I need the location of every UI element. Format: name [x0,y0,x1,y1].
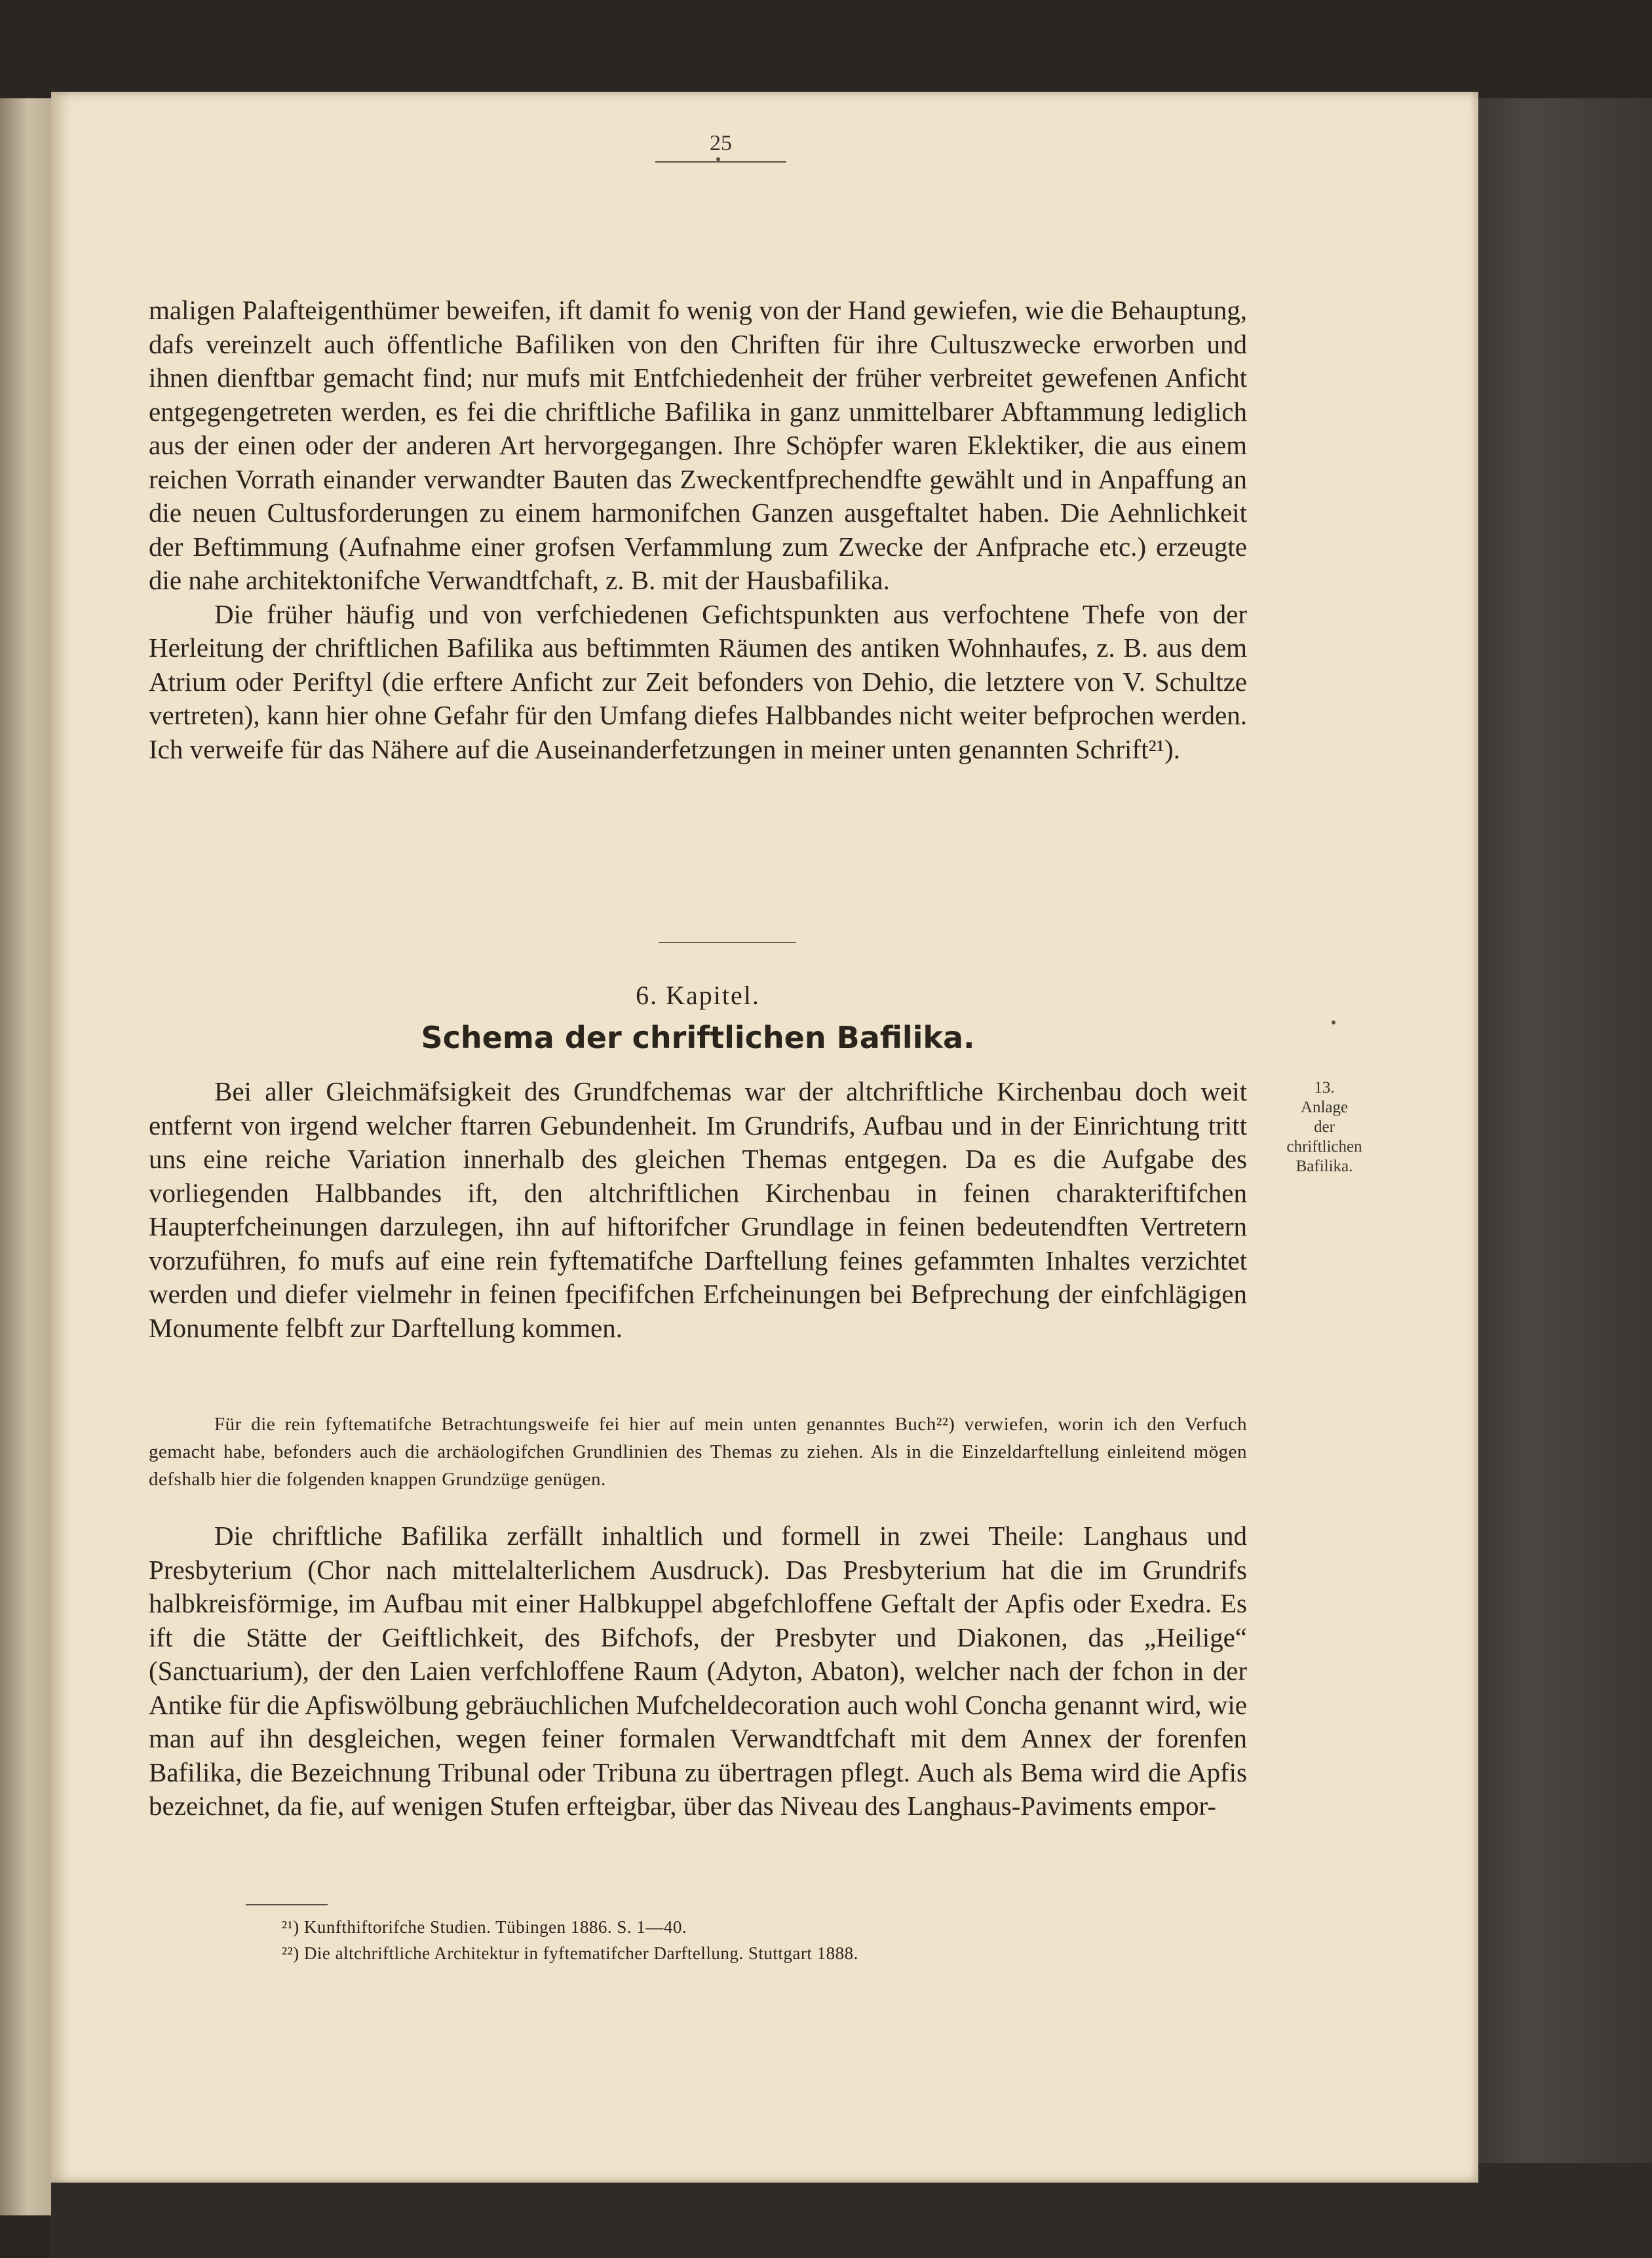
book-cover-edge [1474,98,1652,2170]
margin-note-line: 13. [1314,1079,1335,1097]
text-block-small [149,1411,1247,1493]
left-page-edge [0,98,51,2215]
paragraph: maligen Palafteigenthümer beweifen, ift damit fo wenig von der Hand gewiefen, wie die Behauptung, dafs vereinzelt auch öffentliche Bafiliken von den Chriften für ihre Cultuszwecke erworben und ihnen dienftbar gemacht find; nur mufs mit Entfchiedenheit der früher verbreitet gewefenen Anficht entgegengetreten werden, es fei die chriftliche Bafilika in ganz unmittelbarer Abftammung lediglich aus der einen oder der anderen Art hervorgegangen. Ihre Schöpfer waren Eklektiker, die aus einem reichen Vorrath einander verwandter Bauten das Zweckentfprechendfte gewählt und in Anpaffung an die neuen Cultusforderungen zu einem harmonifchen Ganzen ausgeftaltet haben. Die Aehnlichkeit der Beftimmung (Aufnahme einer grofsen Verfammlung zum Zwecke der Anfprache etc.) erzeugte die nahe architektonifche Verwandtfchaft, z. B. mit der Hausbafilika. [149,295,1247,595]
footnote: ²²) Die altchriftliche Architektur in fyftematifcher Darftellung. Stuttgart 1888. [282,1943,858,1963]
text-block-top [149,294,1247,766]
speck [1332,1021,1335,1024]
text-block-chapter [149,1075,1247,1345]
margin-note-line: Bafilika. [1296,1158,1353,1175]
margin-note-line: chriftlichen [1286,1138,1362,1156]
footnote: ²¹) Kunfthiftorifche Studien. Tübingen 1886. S. 1—40. [282,1917,687,1937]
paragraph: Die früher häufig und von verfchiedenen Gefichtspunkten aus verfochtene Thefe von der Herleitung der chriftlichen Bafilika aus beftimmten Räumen des antiken Wohnhaufes, z. B. aus dem Atrium oder Periftyl (die erftere Anficht zur Zeit befonders von Dehio, die letztere von V. Schultze vertreten), kann hier ohne Gefahr für den Umfang diefes Halbbandes nicht weiter befprochen werden. Ich verweife für das Nähere auf die Auseinanderfetzungen in meiner unten genannten Schrift²¹). [149,598,1247,764]
margin-note-line: Anlage [1300,1099,1349,1116]
small-print-paragraph: Für die rein fyftematifche Betrachtungsweife fei hier auf mein unten genanntes Buch²²) verwiefen, worin ich den Verfuch gemacht habe, befonders auch die archäologifchen Grundlinien des Themas zu ziehen. Als in die Einzeldarftellung einleitend mögen defshalb hier die folgenden knappen Grundzüge genügen. [149,1414,1247,1490]
margin-note [1269,1078,1380,1177]
section-separator [659,942,796,943]
text-block-final [149,1519,1247,1823]
paragraph: Bei aller Gleichmäfsigkeit des Grundfchemas war der altchriftliche Kirchenbau doch weit entfernt von irgend welcher ftarren Gebundenheit. Im Grundrifs, Aufbau und in der Einrichtung tritt uns eine reiche Variation innerhalb des gleichen Themas entgegen. Da es die Aufgabe des vorliegenden Halbbandes ift, den altchriftlichen Kirchenbau in feinen charakteriftifchen Haupterfcheinungen darzulegen, ihn auf hiftorifcher Grundlage in feinen bedeutendften Vertretern vorzuführen, fo mufs auf eine rein fyftematifche Darftellung feines gefammten Inhaltes verzichtet werden und diefer vielmehr in feinen fpecififchen Erfcheinungen bei Befprechung der einfchlägigen Monumente felbft zur Darftellung kommen. [149,1076,1247,1343]
page-number: 25 [655,131,786,163]
chapter-number: 6. Kapitel. [636,981,760,1010]
paragraph: Die chriftliche Bafilika zerfällt inhaltlich und formell in zwei Theile: Langhaus und Presbyterium (Chor nach mittelalterlichem Ausdruck). Das Presbyterium hat die im Grundrifs halbkreisförmige, im Aufbau mit einer Halbkuppel abgefchloffene Geftalt der Apfis oder Exedra. Es ift die Stätte der Geiftlichkeit, des Bifchofs, der Presbyter und Diakonen, das „Heilige“ (Sanctuarium), der den Laien verfchloffene Raum (Adyton, Abaton), welcher nach der fchon in der Antike für die Apfiswölbung gebräuchlichen Mufcheldecoration auch wohl Concha genannt wird, wie man auf ihn desgleichen, wegen feiner formalen Verwandtfchaft mit dem Annex der forenfen Bafilika, die Bezeichnung Tribunal oder Tribuna zu übertragen pflegt. Auch als Bema wird die Apfis bezeichnet, da fie, auf wenigen Stufen erfteigbar, über das Niveau des Langhaus-Paviments empor- [149,1521,1247,1821]
footnote-rule [246,1904,328,1905]
chapter-title: Schema der chriftlichen Bafilika. [421,1020,975,1055]
margin-note-line: der [1314,1118,1335,1136]
footnotes [282,1914,1199,1966]
